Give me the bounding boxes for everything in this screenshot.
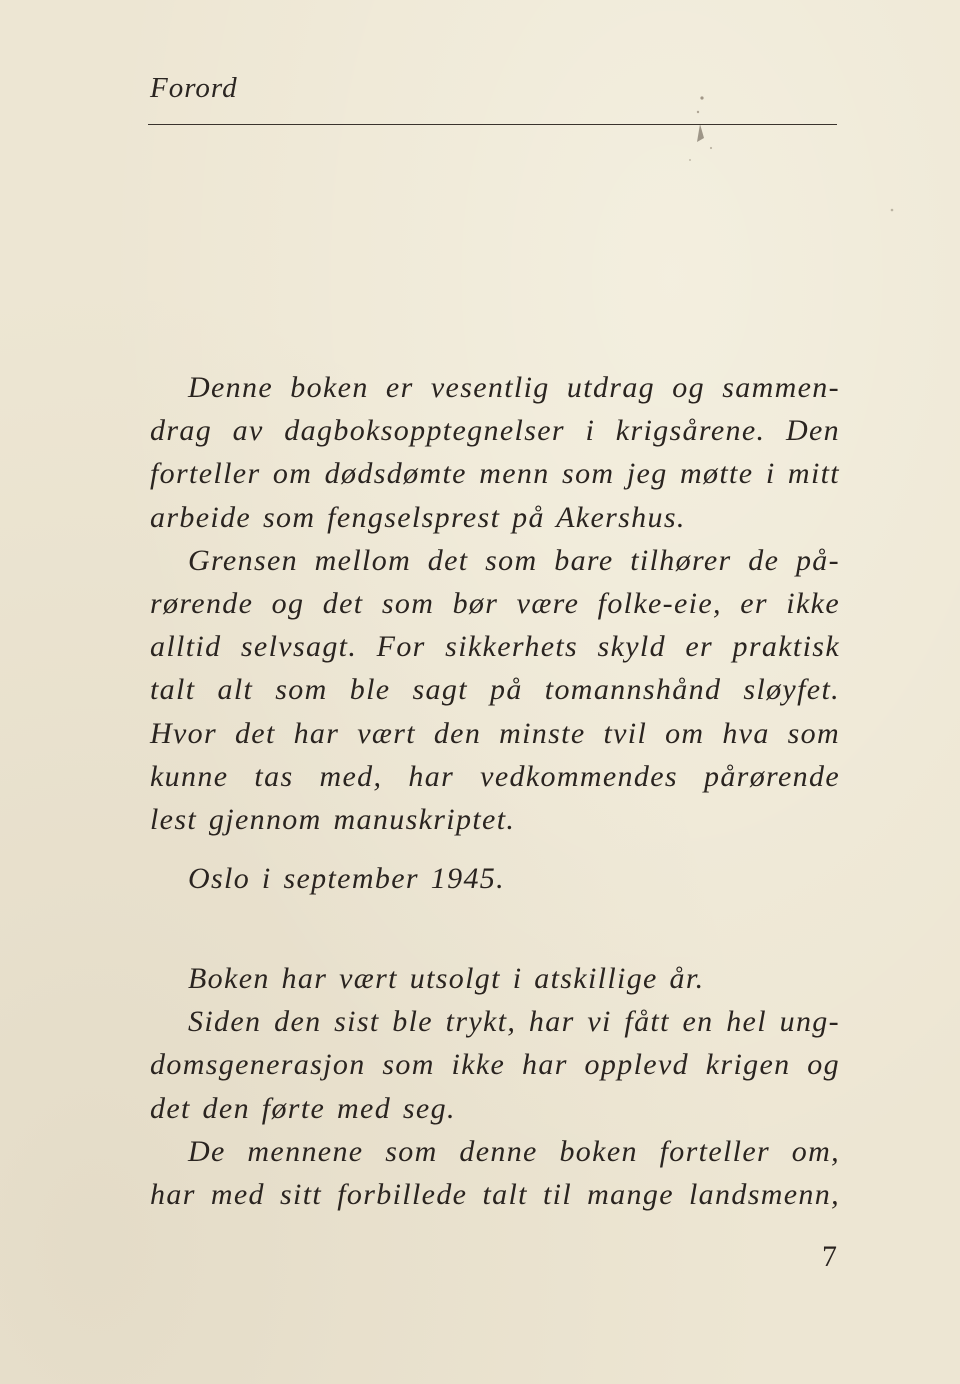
text-line: talt alt som ble sagt på tomannshånd sløyfet. [150,673,840,707]
paper-specks-decoration [660,20,960,220]
text-line: Grensen mellom det som bare tilhører de på- [188,543,840,577]
text-line: De mennene som denne boken forteller om, [188,1134,840,1168]
text-line: Siden den sist ble trykt, har vi fått en hel ung- [188,1005,840,1039]
text-line: lest gjennom manuskriptet. [150,803,516,837]
page-number: 7 [822,1240,837,1273]
signature-block [150,857,840,900]
text-line: Denne boken er vesentlig utdrag og sammen- [188,371,840,404]
text-line: kunne tas med, har vedkommendes pårørende [150,759,840,793]
signature-line: Oslo i september 1945. [188,862,506,895]
text-line: domsgenerasjon som ikke har opplevd krigen og [150,1048,840,1082]
text-line: Hvor det har vært den minste tvil om hva som [150,716,840,750]
text-line: alltid selvsagt. For sikkerhets skyld er praktisk [150,630,840,664]
header-rule [148,124,837,125]
text-line: drag av dagboksopptegnelser i krigsårene. Den [150,414,840,448]
text-line: arbeide som fengselsprest på Akershus. [150,500,686,534]
main-text [150,366,840,841]
text-line: rørende og det som bør være folke-eie, er ikke [150,587,840,621]
text-line: forteller om dødsdømte menn som jeg møtte i mitt [150,457,840,491]
preface-addendum [150,957,840,1216]
text-line: har med sitt forbillede talt til mange landsmenn, [150,1178,840,1212]
text-line: Boken har vært utsolgt i atskillige år. [188,962,705,995]
text-line: det den førte med seg. [150,1091,456,1125]
chapter-title: Forord [150,72,238,104]
